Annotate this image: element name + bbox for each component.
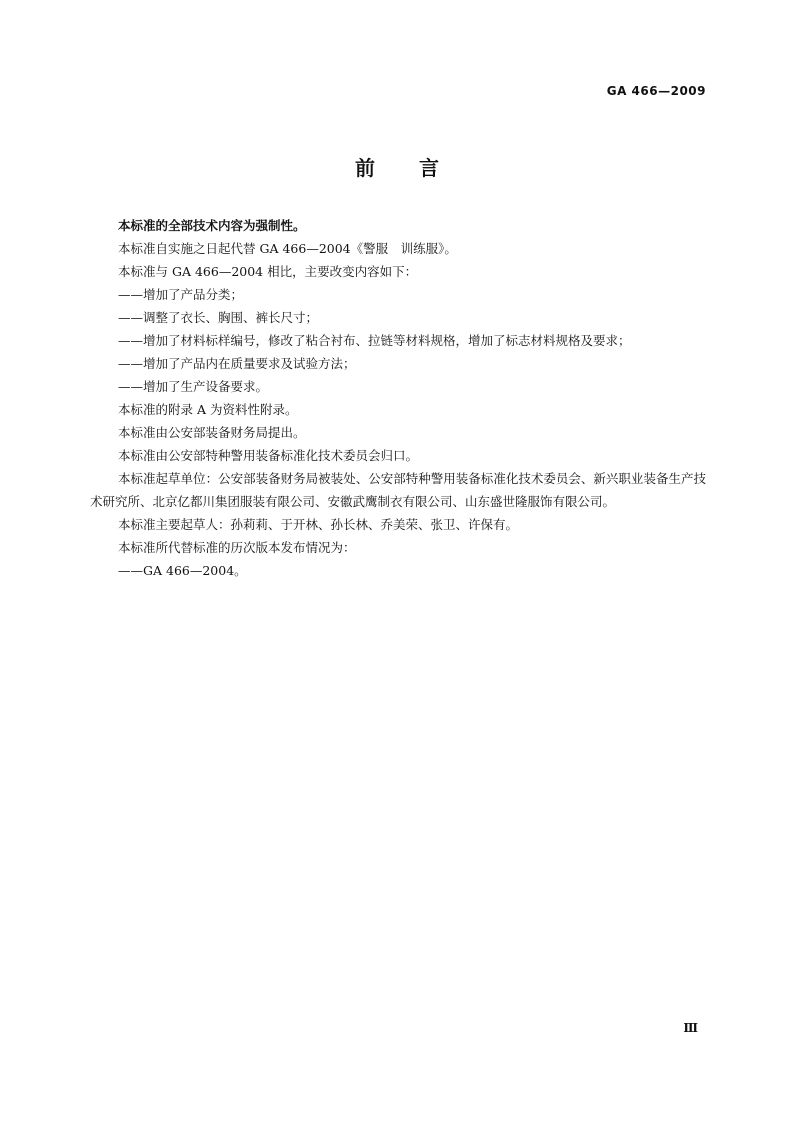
list-item-change: ——增加了生产设备要求。 [118,379,269,394]
list-item-change: ——增加了材料标样编号，修改了粘合衬布、拉链等材料规格，增加了标志材料规格及要求； [118,333,631,348]
foreword-body [90,214,706,582]
paragraph-appendix: 本标准的附录 A 为资料性附录。 [118,402,298,417]
paragraph-replaces: 本标准自实施之日起代替 GA 466—2004《警服 训练服》。 [118,241,457,256]
paragraph-changes-intro: 本标准与 GA 466—2004 相比，主要改变内容如下： [118,264,418,279]
paragraph-history-intro: 本标准所代替标准的历次版本发布情况为： [118,540,356,555]
list-item-history: ——GA 466—2004。 [118,563,247,578]
paragraph-administered-by: 本标准由公安部特种警用装备标准化技术委员会归口。 [118,448,419,463]
paragraph-drafting-units: 本标准起草单位：公安部装备财务局被装处、公安部特种警用装备标准化技术委员会、新兴职业装备生产技术研究所、北京亿都川集团服装有限公司、安徽武鹰制衣有限公司、山东盛世隆服饰有限公司。 [90,471,706,509]
paragraph-mandatory: 本标准的全部技术内容为强制性。 [118,218,306,233]
standard-code: GA 466—2009 [606,84,706,98]
page-number: Ⅲ [683,1021,698,1035]
list-item-change: ——调整了衣长、胸围、裤长尺寸； [118,310,319,325]
page-title: 前言 [355,156,483,180]
list-item-change: ——增加了产品内在质量要求及试验方法； [118,356,356,371]
paragraph-proposed-by: 本标准由公安部装备财务局提出。 [118,425,306,440]
paragraph-drafters: 本标准主要起草人：孙莉莉、于开林、孙长林、乔美荣、张卫、许保有。 [118,517,519,532]
list-item-change: ——增加了产品分类； [118,287,244,302]
